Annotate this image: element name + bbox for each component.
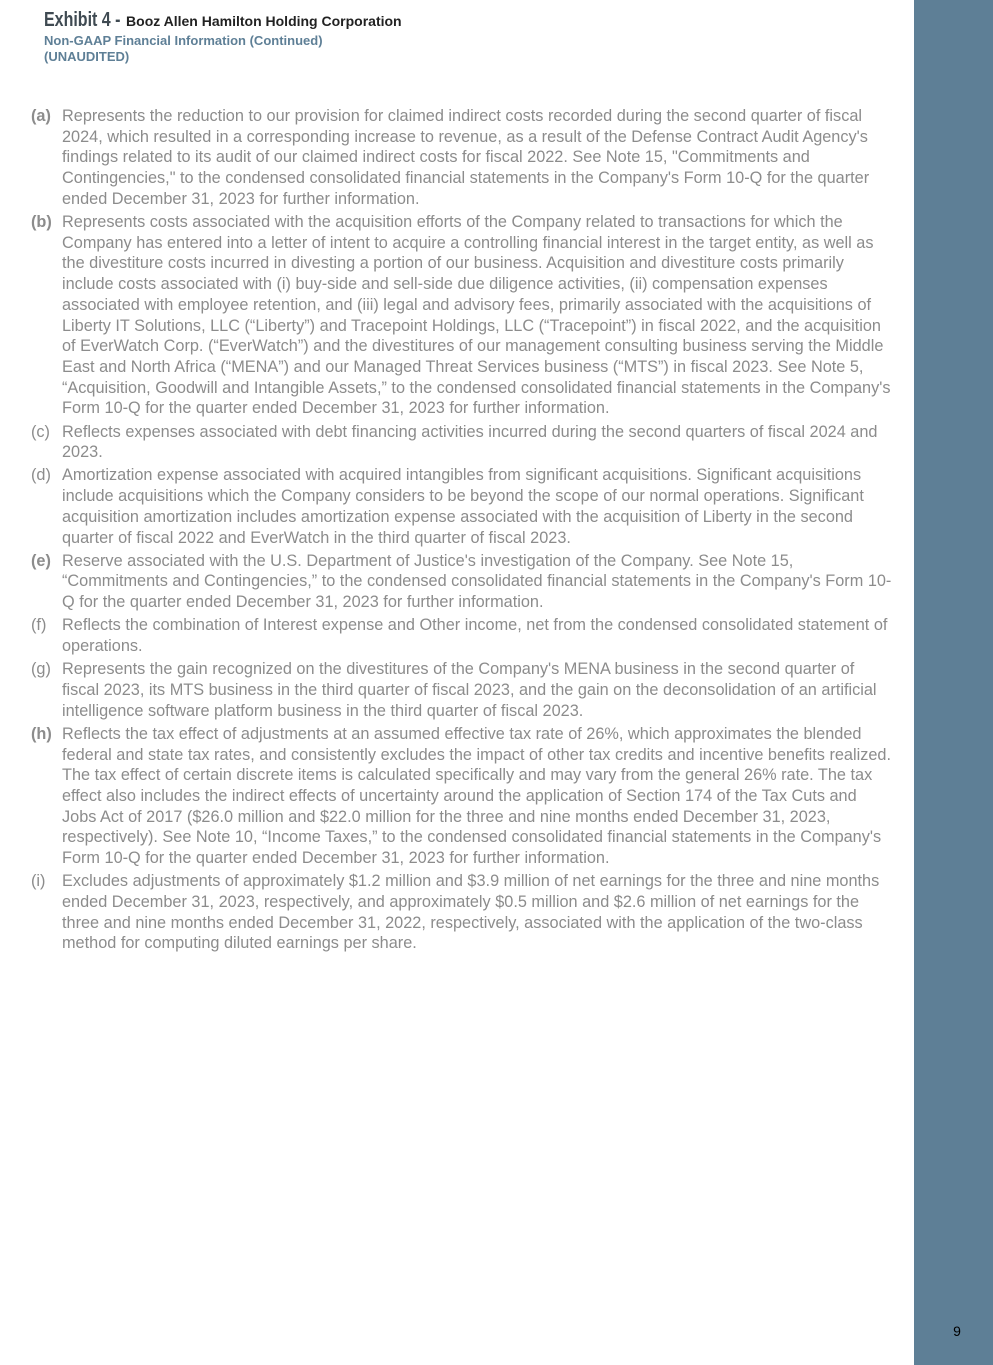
footnote-text: Excludes adjustments of approximately $1.2 million and $3.9 million of net earnings for the three and nine months ended December 31, 2023, respectively, and approximately $0.5 million and $2.6 million of net earnings for the three and nine months ended December 31, 2022, respectively, associated with the application of the two-class method for computing diluted earnings per share. bbox=[62, 872, 880, 953]
title-line bbox=[44, 9, 402, 33]
footnotes-list bbox=[31, 106, 893, 957]
footnote-i bbox=[31, 871, 893, 954]
company-name: Booz Allen Hamilton Holding Corporation bbox=[126, 13, 402, 29]
footnote-text: Reflects the tax effect of adjustments at an assumed effective tax rate of 26%, which approximates the blended federal and state tax rates, and consistently excludes the impact of other tax credits and incentive benefits realized. The tax effect of certain discrete items is calculated specifically and may vary from the general 26% rate. The tax effect also includes the indirect effects of uncertainty around the application of Section 174 of the Tax Cuts and Jobs Act of 2017 ($26.0 million and $22.0 million for the three and nine months ended December 31, 2023, respectively). See Note 10, “Income Taxes,” to the condensed consolidated financial statements in the Company's Form 10-Q for the quarter ended December 31, 2023 for further information. bbox=[62, 724, 892, 868]
footnote-f bbox=[31, 615, 893, 656]
footnote-label: (i) bbox=[31, 872, 46, 891]
footnote-text: Represents costs associated with the acquisition efforts of the Company related to transactions for which the Company has entered into a letter of intent to acquire a controlling financial interest in the target entity, as well as the divestiture costs incurred in divesting a portion of our business. Acquisition and divestiture costs primarily include costs associated with (i) buy-side and sell-side due diligence activities, (ii) compensation expenses associated with employee retention, and (iii) legal and advisory fees, primarily associated with the acquisitions of Liberty IT Solutions, LLC (“Liberty”) and Tracepoint Holdings, LLC (“Tracepoint”) in fiscal 2022, and the acquisition of EverWatch Corp. (“EverWatch”) and the divestitures of our management consulting business serving the Middle East and North Africa (“MENA”) and our Managed Threat Services business (“MTS”) in fiscal 2023. See Note 5, “Acquisition, Goodwill and Intangible Assets,” to the condensed consolidated financial statements in the Company's Form 10-Q for the quarter ended December 31, 2023 for further information. bbox=[62, 213, 891, 418]
footnote-h bbox=[31, 724, 893, 869]
footnote-label: (d) bbox=[31, 466, 51, 485]
exhibit-label: Exhibit 4 - bbox=[44, 9, 121, 31]
footnote-label: (h) bbox=[31, 724, 52, 743]
footnote-label: (a) bbox=[31, 107, 51, 125]
subtitle: Non-GAAP Financial Information (Continued) bbox=[44, 33, 323, 48]
footnote-g bbox=[31, 659, 893, 721]
footnote-label: (g) bbox=[31, 660, 51, 679]
footnote-text: Reflects the combination of Interest expense and Other income, net from the condensed consolidated statement of operations. bbox=[62, 616, 888, 656]
unaudited-label: (UNAUDITED) bbox=[44, 49, 130, 64]
footnote-label: (b) bbox=[31, 213, 52, 232]
footnote-label: (c) bbox=[31, 422, 50, 441]
footnote-b bbox=[31, 212, 893, 419]
footnote-label: (e) bbox=[31, 551, 51, 570]
footnote-label: (f) bbox=[31, 616, 47, 635]
footnote-c bbox=[31, 422, 893, 463]
footnote-text: Reserve associated with the U.S. Department of Justice's investigation of the Company. See Note 15, “Commitments and Contingencies,” to the condensed consolidated financial statements in the Company's Form 10-Q for the quarter ended December 31, 2023 for further information. bbox=[62, 551, 892, 612]
footnote-a bbox=[31, 106, 893, 210]
footnote-text: Represents the gain recognized on the divestitures of the Company's MENA business in the second quarter of fiscal 2023, its MTS business in the third quarter of fiscal 2023, and the gain on the deconsolidation of an artificial intelligence software platform business in the third quarter of fiscal 2023. bbox=[62, 660, 877, 720]
footnote-d bbox=[31, 465, 893, 548]
page-number: 9 bbox=[953, 1323, 961, 1339]
footnote-text: Amortization expense associated with acquired intangibles from significant acquisitions. Significant acquisitions include acquisitions which the Company considers to be beyond the scope of our normal operations. Significant acquisition amortization includes amortization expense associated with the acquisition of Liberty in the second quarter of fiscal 2022 and EverWatch in the third quarter of fiscal 2023. bbox=[62, 466, 864, 547]
footnote-e bbox=[31, 551, 893, 613]
footnote-text: Represents the reduction to our provision for claimed indirect costs recorded during the second quarter of fiscal 2024, which resulted in a corresponding increase to revenue, as a result of the Defense Contract Audit Agency's findings related to its audit of our claimed indirect costs for fiscal 2022. See Note 15, "Commitments and Contingencies," to the condensed consolidated financial statements in the Company's Form 10-Q for the quarter ended December 31, 2023 for further information. bbox=[62, 107, 870, 208]
sidebar-band bbox=[914, 0, 993, 1365]
page-header bbox=[44, 9, 402, 65]
footnote-text: Reflects expenses associated with debt financing activities incurred during the second quarters of fiscal 2024 and 2023. bbox=[62, 422, 878, 462]
